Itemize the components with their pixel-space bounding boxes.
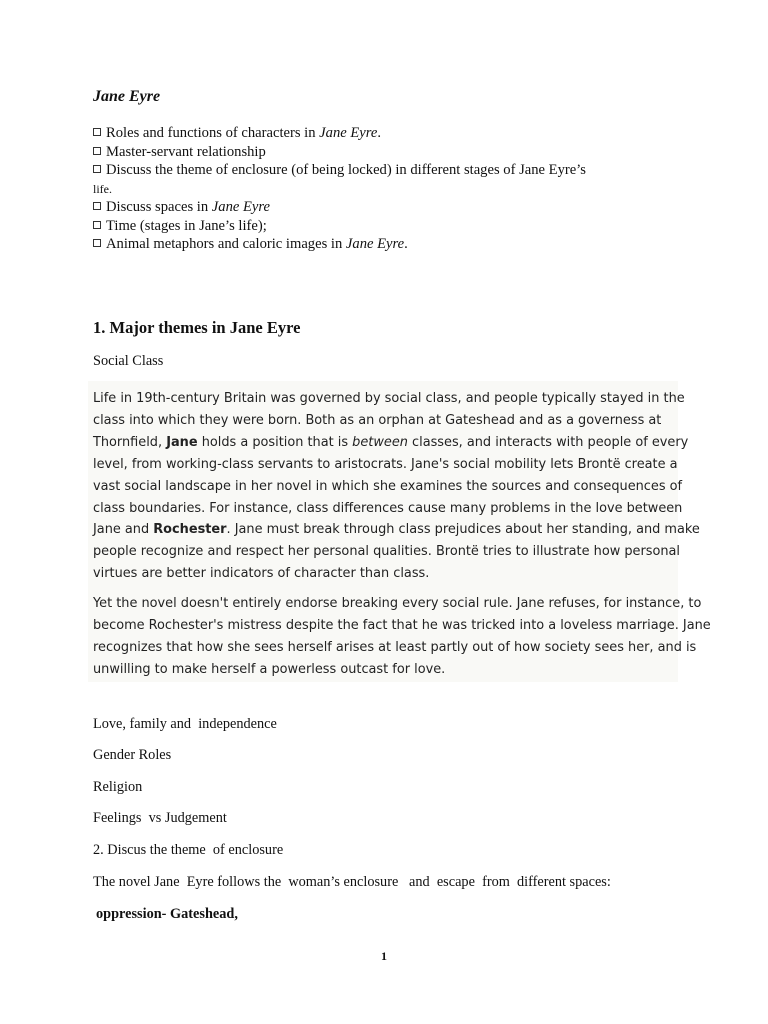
square-bullet-icon	[93, 165, 101, 173]
list-item	[93, 124, 673, 143]
list-item	[93, 217, 673, 236]
list-item-text: Discuss the theme of enclosure (of being locked) in different stages of Jane Eyre’s	[106, 162, 586, 178]
section-heading-2: 2. Discus the theme of enclosure	[93, 842, 284, 858]
page-number: 1	[381, 949, 387, 963]
square-bullet-icon	[93, 147, 101, 155]
enclosure-sentence: The novel Jane Eyre follows the woman’s enclosure and escape from different spaces:	[93, 874, 611, 890]
theme-item: Gender Roles	[93, 747, 172, 763]
list-item	[93, 161, 673, 180]
text-line: Yet the novel doesn't entirely endorse breaking every social rule. Jane refuses, for instance, to	[93, 596, 702, 611]
document-title: Jane Eyre	[93, 88, 161, 105]
square-bullet-icon	[93, 221, 101, 229]
list-item	[93, 198, 673, 217]
text-run: holds a position that is	[197, 434, 353, 450]
square-bullet-icon	[93, 202, 101, 210]
excerpt-paragraph	[93, 593, 711, 681]
text-run: Jane and	[93, 522, 154, 538]
list-item-text: Roles and functions of characters in	[106, 125, 320, 141]
list-item-continuation	[93, 180, 673, 199]
text-line: level, from working-class servants to aristocrats. Jane's social mobility lets Brontë create a	[93, 456, 678, 472]
oppression-line: oppression- Gateshead,	[96, 906, 238, 922]
list-item-punct: .	[377, 125, 382, 141]
topic-list	[93, 124, 673, 254]
character-name: Jane	[166, 434, 198, 450]
theme-item: Feelings vs Judgement	[93, 810, 227, 826]
list-item-emphasis: Jane Eyre	[345, 236, 405, 252]
list-item-punct: .	[404, 236, 408, 252]
text-line: become Rochester's mistress despite the fact that he was tricked into a loveless marriage. Jane	[93, 617, 711, 633]
list-item-text: life.	[93, 181, 112, 196]
text-line: recognizes that how she sees herself arises at least partly out of how society sees her, and is	[93, 639, 697, 655]
text-run: . Jane must break through class prejudices about her standing, and make	[226, 522, 700, 538]
list-item-emphasis: Jane Eyre	[211, 199, 271, 215]
square-bullet-icon	[93, 239, 101, 247]
character-name: Rochester	[153, 522, 227, 538]
theme-item: Religion	[93, 779, 143, 795]
text-run: Thornfield,	[93, 434, 167, 450]
text-line: Life in 19th-century Britain was governed by social class, and people typically stayed in the	[93, 391, 685, 406]
text-line: people recognize and respect her personal qualities. Brontë tries to illustrate how personal	[93, 544, 681, 560]
list-item-text: Animal metaphors and caloric images in	[106, 236, 346, 252]
subsection-label: Social Class	[93, 353, 164, 369]
text-run: classes, and interacts with people of every	[407, 434, 689, 450]
text-line	[93, 519, 700, 541]
list-item-text: Time (stages in Jane’s life);	[106, 217, 267, 234]
text-line: virtues are better indicators of character than class.	[93, 566, 430, 582]
list-item	[93, 235, 673, 254]
text-line: vast social landscape in her novel in which she examines the sources and consequences of	[93, 478, 683, 494]
excerpt-paragraph	[93, 388, 700, 585]
section-heading: 1. Major themes in Jane Eyre	[93, 318, 301, 337]
text-line: unwilling to make herself a powerless outcast for love.	[93, 661, 446, 677]
text-line: class boundaries. For instance, class differences cause many problems in the love between	[93, 500, 683, 516]
list-item	[93, 143, 673, 162]
text-line	[93, 432, 689, 454]
list-item-text: Master-servant relationship	[106, 143, 266, 160]
theme-item: Love, family and independence	[93, 716, 277, 732]
emphasis: between	[352, 434, 408, 450]
list-item-emphasis: Jane Eyre	[319, 125, 378, 141]
text-line: class into which they were born. Both as an orphan at Gateshead and as a governess at	[93, 412, 662, 428]
square-bullet-icon	[93, 128, 101, 136]
list-item-text: Discuss spaces in	[106, 199, 212, 215]
